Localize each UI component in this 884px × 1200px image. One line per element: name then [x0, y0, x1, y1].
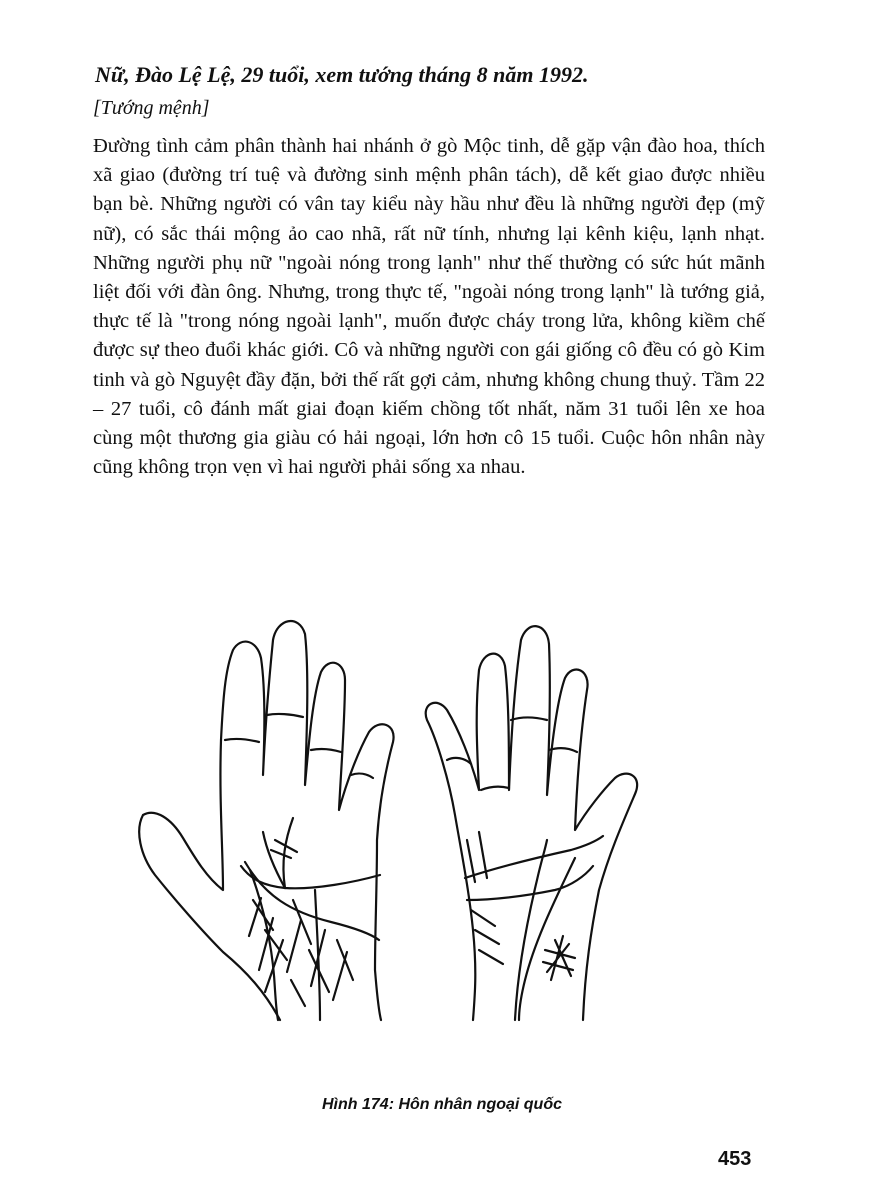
- right-hand-drawing: [426, 626, 637, 1020]
- left-hand-drawing: [139, 621, 393, 1020]
- body-paragraph: Đường tình cảm phân thành hai nhánh ở gò Mộc tinh, dễ gặp vận đào hoa, thích xã giao (đường trí tuệ và đường sinh mệnh phân tách), dễ kết giao được nhiều bạn bè. Những người có vân tay kiểu này hầu như đều là những người đẹp (mỹ nữ), có sắc thái mộng ảo cao nhã, rất nữ tính, nhưng lại kênh kiệu, lạnh nhạt. Những người phụ nữ "ngoài nóng trong lạnh" như thế thường có sức hút mãnh liệt đối với đàn ông. Nhưng, trong thực tế, "ngoài nóng trong lạnh" là tướng giả, thực tế là "trong nóng ngoài lạnh", muốn được cháy trong lửa, không kiềm chế được sự theo đuổi khác giới. Cô và những người con gái giống cô đều có gò Kim tinh và gò Nguyệt đầy đặn, bởi thế rất gợi cảm, nhưng không chung thuỷ. Tầm 22 – 27 tuổi, cô đánh mất giai đoạn kiếm chồng tốt nhất, năm 31 tuổi lên xe hoa cùng một thương gia giàu có hải ngoại, lớn hơn cô 15 tuổi. Cuộc hôn nhân này cũng không trọn vẹn vì hai người phải sống xa nhau.: [93, 135, 765, 479]
- page-number: 453: [718, 1148, 752, 1170]
- figure-caption: Hình 174: Hôn nhân ngoại quốc: [322, 1096, 562, 1113]
- palm-illustration: [115, 600, 755, 1040]
- section-subtitle: [Tướng mệnh]: [93, 97, 210, 119]
- page-title: Nữ, Đào Lệ Lệ, 29 tuổi, xem tướng tháng 8 năm 1992.: [95, 62, 589, 87]
